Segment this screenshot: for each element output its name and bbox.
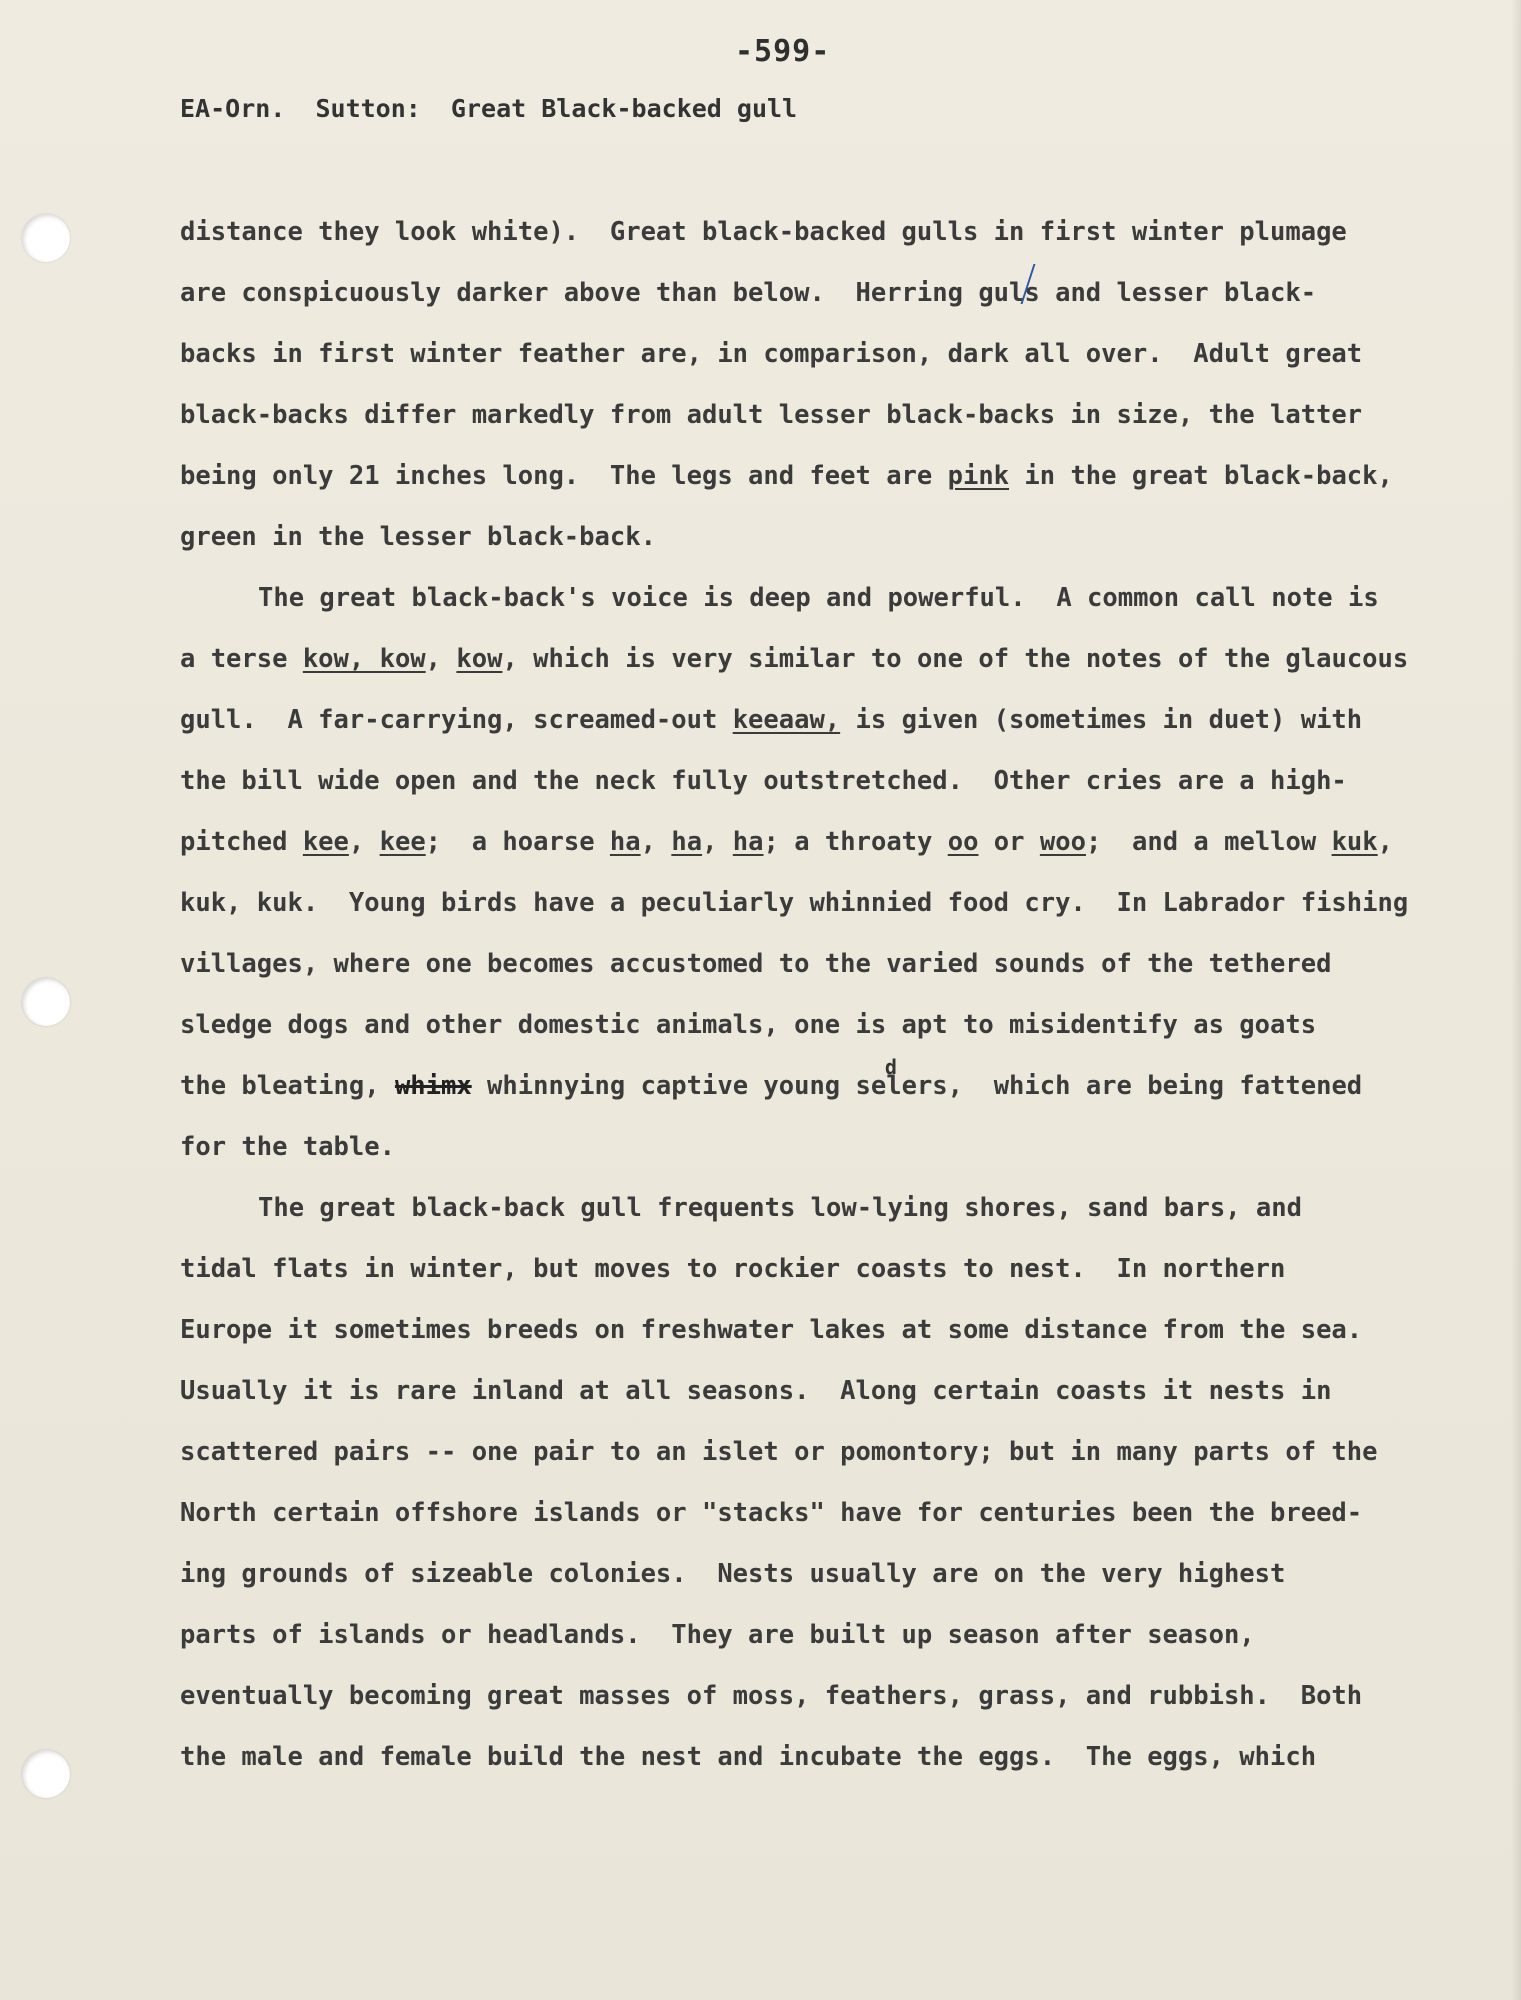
text-run: ; and a mellow — [1085, 827, 1332, 857]
text-run: are conspicuously darker above than below. Herring gul — [180, 278, 1025, 308]
text-line — [180, 212, 1420, 273]
text-run: or — [978, 827, 1040, 857]
underlined-word: pink — [947, 461, 1010, 491]
text-run: whinnying captive young s — [471, 1071, 871, 1101]
text-line — [180, 639, 1420, 700]
text-line — [180, 1188, 1420, 1249]
underlined-word: ha — [732, 827, 764, 857]
text-line — [180, 1554, 1420, 1615]
text-run: Europe it sometimes breeds on freshwater lakes at some distance from the sea. — [180, 1315, 1363, 1345]
text-line — [180, 1127, 1420, 1188]
text-line — [180, 1005, 1420, 1066]
text-run: , — [348, 827, 380, 857]
text-run: , — [640, 827, 672, 857]
running-header: EA-Orn. Sutton: Great Black-backed gull — [180, 94, 798, 123]
text-line — [180, 1493, 1420, 1554]
text-run: , — [425, 644, 457, 674]
underlined-word: kee — [302, 827, 349, 857]
text-run: ; a throaty — [763, 827, 948, 857]
text-line — [180, 822, 1420, 883]
text-run: The great black-back gull frequents low-lying shores, sand bars, and — [258, 1193, 1302, 1223]
text-line — [180, 578, 1420, 639]
text-run: is given (sometimes in duet) with — [840, 705, 1363, 735]
text-line — [180, 1676, 1420, 1737]
text-run: gull. A far-carrying, screamed-out — [180, 705, 733, 735]
text-line — [180, 1249, 1420, 1310]
underlined-word: oo — [947, 827, 979, 857]
text-run: black-backs differ markedly from adult lesser black-backs in size, the latter — [180, 400, 1363, 430]
underlined-word: kow — [456, 644, 503, 674]
text-run: tidal flats in winter, but moves to rockier coasts to nest. In northern — [180, 1254, 1286, 1284]
text-line — [180, 1055, 1420, 1127]
underlined-word: ha — [671, 827, 703, 857]
text-line — [180, 273, 1420, 334]
text-run: Usually it is rare inland at all seasons. Along certain coasts it nests in — [180, 1376, 1332, 1406]
text-run: the bleating, — [180, 1071, 395, 1101]
typed-correction: e d — [871, 1071, 886, 1101]
text-run: lers, which are being fattened — [886, 1071, 1363, 1101]
underlined-word: ha — [609, 827, 641, 857]
underlined-word: kuk — [1331, 827, 1378, 857]
text-run: the bill wide open and the neck fully outstretched. Other cries are a high- — [180, 766, 1347, 796]
text-run: kuk, kuk. Young birds have a peculiarly whinnied food cry. In Labrador fishing — [180, 888, 1409, 918]
text-run: and lesser black- — [1039, 278, 1317, 308]
text-line — [180, 1615, 1420, 1676]
text-run: distance they look white). Great black-backed gulls in first winter plumage — [180, 217, 1347, 247]
text-line — [180, 1371, 1420, 1432]
text-line — [180, 1310, 1420, 1371]
ink-correction: s — [1024, 278, 1040, 308]
punch-hole — [22, 1750, 70, 1798]
text-run: being only 21 inches long. The legs and feet are — [180, 461, 948, 491]
text-run: for the table. — [180, 1132, 395, 1162]
text-run: sledge dogs and other domestic animals, one is apt to misidentify as goats — [180, 1010, 1317, 1040]
body-text — [180, 212, 1420, 1798]
text-run: ing grounds of sizeable colonies. Nests usually are on the very highest — [180, 1559, 1286, 1589]
text-run: villages, where one becomes accustomed to the varied sounds of the tethered — [180, 949, 1332, 979]
text-line — [180, 883, 1420, 944]
text-run: in the great black-back, — [1009, 461, 1393, 491]
text-run: green in the lesser black-back. — [180, 522, 656, 552]
text-run: parts of islands or headlands. They are built up season after season, — [180, 1620, 1255, 1650]
text-run: North certain offshore islands or "stacks" have for centuries been the breed- — [180, 1498, 1363, 1528]
text-run: , — [1377, 827, 1393, 857]
text-line — [180, 517, 1420, 578]
text-run: a terse — [180, 644, 303, 674]
struck-word: whimx — [394, 1071, 472, 1101]
text-line — [180, 700, 1420, 761]
text-run: , — [702, 827, 733, 857]
text-line — [180, 944, 1420, 1005]
underlined-word: kow, kow — [302, 644, 426, 674]
text-run: eventually becoming great masses of moss, feathers, grass, and rubbish. Both — [180, 1681, 1363, 1711]
text-run: pitched — [180, 827, 303, 857]
text-run: backs in first winter feather are, in comparison, dark all over. Adult great — [180, 339, 1363, 369]
text-line — [180, 456, 1420, 517]
text-line — [180, 1737, 1420, 1798]
text-run: ; a hoarse — [425, 827, 610, 857]
underlined-word: kee — [379, 827, 426, 857]
text-line — [180, 395, 1420, 456]
text-run: , which is very similar to one of the notes of the glaucous — [502, 644, 1409, 674]
underlined-word: keeaaw, — [732, 705, 841, 735]
text-run: The great black-back's voice is deep and powerful. A common call note is — [258, 583, 1379, 613]
text-run: scattered pairs -- one pair to an islet or pomontory; but in many parts of the — [180, 1437, 1378, 1467]
punch-hole — [22, 978, 70, 1026]
text-line — [180, 761, 1420, 822]
punch-hole — [22, 214, 70, 262]
text-line — [180, 1432, 1420, 1493]
text-line — [180, 334, 1420, 395]
page-number: -599- — [735, 34, 831, 69]
underlined-word: woo — [1039, 827, 1086, 857]
correction-mark: d — [884, 1055, 897, 1079]
text-run: the male and female build the nest and incubate the eggs. The eggs, which — [180, 1742, 1317, 1772]
